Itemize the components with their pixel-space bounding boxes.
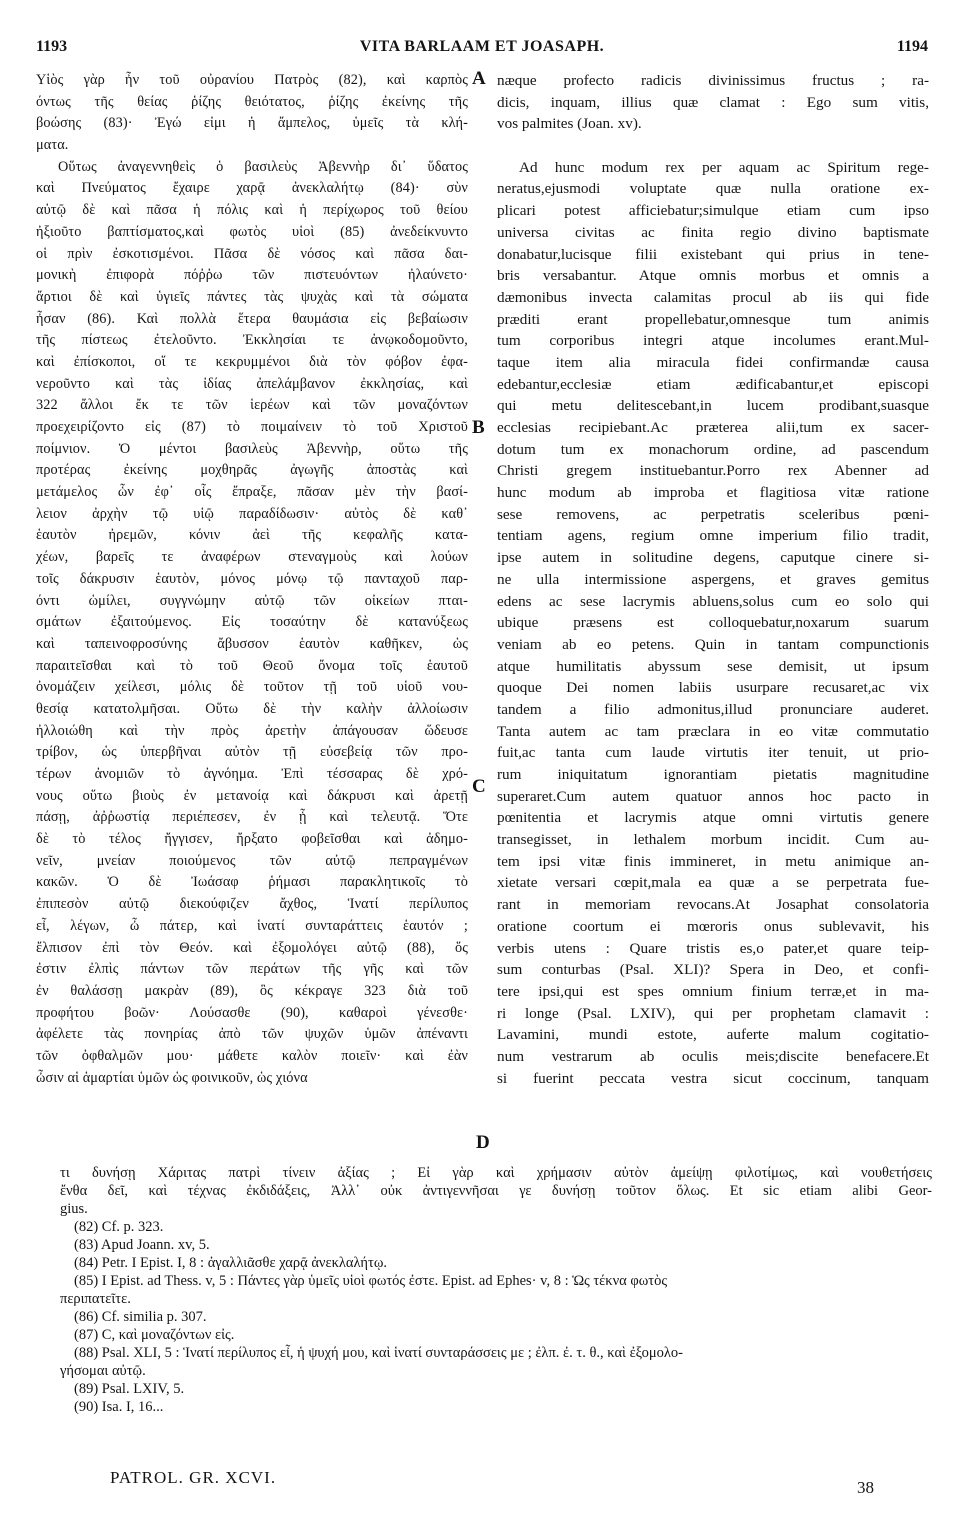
footnote: (82) Cf. p. 323. xyxy=(74,1219,164,1235)
greek-text-line: Υἱὸς γὰρ ἦν τοῦ οὐρανίου Πατρὸς (82), καὶ καρπὸς xyxy=(36,72,468,88)
greek-text-line: ἄρτιοι δὲ καὶ ὑγιεῖς πάντες τὰς ψυχὰς καὶ τὰ σώματα xyxy=(36,288,468,305)
latin-text-line: num vestrarum ab oculis meis;discite benefacere.Et xyxy=(497,1047,929,1065)
latin-text-line: dæmonibus invecta calamitas procul ab iis qui fide xyxy=(497,288,929,306)
latin-text-line: atque humilitatis abyssum sese demisit, ut ipsum xyxy=(497,657,929,675)
latin-text-line: transegisset, in lethalem morbum incidit. Cum au- xyxy=(497,831,929,849)
greek-text-line: καὶ Πνεύματος ἔχαιρε χαρᾷ ἀνεκλαλήτῳ (84)· σὺν xyxy=(36,180,468,197)
footnote: (89) Psal. LXIV, 5. xyxy=(74,1381,185,1397)
greek-text-line: 322 ἄλλοι ἔκ τε τῶν ἱερέων καὶ τῶν μοναζόντων xyxy=(36,397,468,414)
greek-text-line: ἑαυτὸν ἠρεμῶν, κόνιν ἀεὶ τῆς κεφαλῆς κατα- xyxy=(36,527,468,544)
latin-text-line: Tanta autem ac tam præclara in eo vitæ commutatio xyxy=(497,722,929,740)
latin-text-line: ne ulla intermissione aspergens, et graves gemitus xyxy=(497,570,929,588)
latin-text-line: hunc modum ab improba et flagitiosa vitæ ratione xyxy=(497,484,929,502)
latin-text-line: dotum tum ex monachorum ordine, ad pascendum xyxy=(497,440,929,458)
latin-text-line: ecclesias recipiebant.Ac præterea alii,tum ex sacer- xyxy=(497,419,929,436)
latin-text-line: xietate versari cœpit,mala ea quæ a se perpetrata fue- xyxy=(497,874,929,892)
greek-text-line: ἦσαν (86). Καὶ πολλὰ ἕτερα θαυμάσια εἰς βεβαίωσιν xyxy=(36,310,468,327)
greek-text-line: τέρων ἀνομιῶν τὸ ἀγνόημα. Ἐπὶ τέσσαρας δὲ χρό- xyxy=(36,766,468,782)
running-title: VITA BARLAAM ET JOASAPH. xyxy=(359,38,605,55)
latin-text-line: tandem a filio admonitus,illud pronunciare auderet. xyxy=(497,700,929,718)
greek-text-line: αὐτῷ δὲ καὶ πᾶσα ἡ πόλις καὶ ἡ περίχωρος τοῦ θείου xyxy=(36,202,468,219)
latin-text-line: superaret.Cum autem quatuor annos hoc pacto in xyxy=(497,787,929,805)
latin-text-line: ri longe (Psal. LXIV), qui per prophetam clamavit : xyxy=(497,1004,929,1022)
latin-text-line: edens ac sese lacrymis abluens,solus cum eo solo qui xyxy=(497,592,929,610)
greek-text-line: καὶ ἐπίσκοποι, οἵ τε κεκρυμμένοι διὰ τὸν φόβον ἐφα- xyxy=(36,353,468,370)
greek-text-line: ὀνομάζειν χείλεσι, μόλις δὲ τοῦτον τῇ τοῦ υἱοῦ νου- xyxy=(36,679,468,696)
footnote: περιπατεῖτε. xyxy=(60,1291,131,1307)
greek-text-line: νεῖν, μνείαν ποιούμενος τῶν αὐτῷ πεπραγμένων xyxy=(36,852,468,869)
footnote: γήσομαι αὐτῷ. xyxy=(60,1363,146,1379)
latin-text-line: edebantur,ecclesiæ etiam ædificabantur,et episcopi xyxy=(497,375,929,393)
footnotes-section xyxy=(60,1164,932,1416)
latin-text-line xyxy=(497,135,929,157)
latin-text-line: næque profecto radicis divinissimus fructus ; ra- xyxy=(497,72,929,89)
greek-text-line: τῶν ὀφθαλμῶν μου· μάθετε καλὸν ποιεῖν· καὶ ἐὰν xyxy=(36,1047,468,1064)
footnote: (84) Petr. I Epist. I, 8 : ἀγαλλιᾶσθε χαρᾷ ἀνεκλαλήτῳ. xyxy=(74,1255,387,1271)
latin-text-line: ubique præsens est colloquebatur,noxarum suarum xyxy=(497,614,929,632)
latin-text-line: tum corporibus integri atque incolumes erant.Mul- xyxy=(497,332,929,350)
greek-text-line: θεσίᾳ κατατολμῆσαι. Οὕτω δὲ τὴν καλὴν ἀλλοίωσιν xyxy=(36,700,468,717)
latin-text-line: pœnitentia et lacrymis atque omni virtutis genere xyxy=(497,809,929,827)
greek-text-line: όντως τῆς θείας ῥίζης θειότατος, ῥίζης ἐκείνης τῆς xyxy=(36,93,468,110)
latin-text-line: tentiam agens, regium omne imperium filio tradit, xyxy=(497,527,929,545)
greek-text-line: ἐστιν ἐλπὶς πάντων τῶν περάτων τῆς γῆς καὶ τῶν xyxy=(36,961,468,978)
latin-text-line: tere ipsi,qui est spes omnium finium terræ,et in ma- xyxy=(497,982,929,1000)
greek-text-line: ὦσιν αἱ ἁμαρτίαι ὑμῶν ὡς φοινικοῦν, ὡς χιόνα xyxy=(36,1069,308,1086)
greek-text-line: ἐν θαλάσσῃ μακρὰν (89), ὃς κέκραγε 323 διὰ τοῦ xyxy=(36,982,468,999)
latin-column xyxy=(497,70,929,1089)
latin-text-line: Ad hunc modum rex per aquam ac Spiritum rege- xyxy=(519,158,929,176)
greek-text-line: όντι ὡμίλει, συγγνώμην αὐτῷ τῶν οἰκείων πται- xyxy=(36,592,468,609)
margin-letter-c: C xyxy=(472,776,486,797)
volume-signature: PATROL. GR. XCVI. xyxy=(110,1468,277,1487)
greek-text-line: παραιτεῖσθαι καὶ τὸ τοῦ Θεοῦ ὄνομα τοῖς ἑαυτοῦ xyxy=(36,657,468,674)
greek-text-line: χέων, βαρεῖς τε ἀναφέρων στεναγμοὺς καὶ λούων xyxy=(36,549,468,566)
footnote-list xyxy=(60,1218,932,1416)
greek-text-line: ματα. xyxy=(36,137,69,154)
latin-text-line: fuit,ac tanta cum laude virtutis iter tenuit, ut prio- xyxy=(497,744,929,762)
footnote: (87) C, καὶ μοναζόντων εἰς. xyxy=(74,1327,235,1343)
footnote: (85) I Epist. ad Thess. v, 5 : Πάντες γὰρ ὑμεῖς υἱοὶ φωτός ἐστε. Epist. ad Ephes· v, 8 : Ὡς τέκνα φωτὸς xyxy=(74,1273,668,1289)
greek-text-line: ποίμνιον. Ὁ μέντοι βασιλεὺς Ἀβεννὴρ, οὕτω τῆς xyxy=(36,440,468,457)
latin-text-line: dicis, inquam, illius quæ clamat : Ego sum vitis, xyxy=(497,93,929,111)
latin-text-line: Lavamini, mundi estote, auferte malum cogitatio- xyxy=(497,1026,929,1044)
margin-letter-d: D xyxy=(476,1132,490,1153)
latin-text-line: oratione coortum ei mœroris onus sublevavit, his xyxy=(497,917,929,935)
latin-text-line: sese removens, ac perpetratis sceleribus pœni- xyxy=(497,505,929,523)
page-number-left: 1193 xyxy=(36,38,68,55)
greek-text-line: ἀφέλετε τὰς πονηρίας ἀπὸ τῶν ψυχῶν ὑμῶν ἀπέναντι xyxy=(36,1026,468,1043)
note-intro-line: ἔνθα δεῖ, καὶ τέχνας ἐκδιδάξεις, Ἀλλ᾿ οὐκ ἀντιγεννῆσαι γε δυνήσῃ τοῦτον ὅλως. Et sic etiam alibi Geor- xyxy=(60,1183,932,1199)
latin-text-line: veniam ab eo petens. Quin in tantam compunctionis xyxy=(497,635,929,653)
greek-text-line: νους οὕτω βιοὺς ἐν μετανοίᾳ καὶ δάκρυσι καὶ ἀρετῇ xyxy=(36,787,468,804)
greek-text-line: πάσῃ, ἀῤῥωστίᾳ περιέπεσεν, ἐν ᾗ καὶ τελευτᾷ. Ὅτε xyxy=(36,809,468,826)
latin-text-line: quoque Dei nomen labiis usurpare recusaret,ac vix xyxy=(497,679,929,697)
footnote: (90) Isa. I, 16... xyxy=(74,1399,164,1415)
margin-letter-b: B xyxy=(472,417,485,438)
greek-text-line: προφήτου βοῶν· Λούσασθε (90), καθαροὶ γένεσθε· xyxy=(36,1004,468,1021)
latin-text-line: bris versabantur. Atque omnis morbus et omnis a xyxy=(497,267,929,285)
latin-text-line: vos palmites (Joan. xv). xyxy=(497,115,642,133)
latin-text-line: universa civitas ac finita regio divino baptismate xyxy=(497,223,929,241)
latin-text-line: præditi erant propellebatur,omnesque tum animis xyxy=(497,310,929,328)
latin-text-line: taque item alia miracula fidei confirmandæ causa xyxy=(497,353,929,371)
page-header xyxy=(36,38,928,64)
greek-text-line: κακῶν. Ὁ δὲ Ἰωάσαφ ῥήμασι παρακλητικοῖς τὸ xyxy=(36,874,468,891)
greek-text-line: τοῖς δάκρυσιν ἑαυτὸν, μόνος μόνῳ τῷ πανταχοῦ παρ- xyxy=(36,570,468,587)
footnote: (83) Apud Joann. xv, 5. xyxy=(74,1237,210,1253)
latin-text-line: qui metu delitescebant,in lucem prodibant,suasque xyxy=(497,397,929,415)
note-intro-line: gius. xyxy=(60,1201,88,1217)
latin-text-line: si fuerint peccata vestra sicut coccinum, tanquam xyxy=(497,1069,929,1087)
greek-text-line: οἱ πρὶν ἐσκοτισμένοι. Πᾶσα δὲ νόσος καὶ πᾶσα δαι- xyxy=(36,245,468,262)
latin-text-line: plicari potest afficiebatur;simulque etiam cum ipso xyxy=(497,202,929,220)
greek-text-line: νεροῦντο καὶ τὰς ἰδίας ἀπελάμβανον ἐκκλησίας, καὶ xyxy=(36,375,468,392)
latin-text-line: Christi gregem instituebantur.Porro rex Abenner ad xyxy=(497,462,929,480)
latin-text-line: ipse autem in solitudine degens, caputque cinere si- xyxy=(497,549,929,567)
greek-text-line: τῆς πίστεως ἐτελοῦντο. Ἐκκλησίαι τε ἀνῳκοδομοῦντο, xyxy=(36,332,468,349)
signature-number: 38 xyxy=(857,1478,874,1497)
greek-text-line: προτέρας ἐκείνης μοχθηρᾶς ἀγωγῆς ἀποστὰς καὶ xyxy=(36,462,468,479)
latin-text-line: sum conturbas (Psal. XLI)? Spera in Deo, et confi- xyxy=(497,961,929,979)
greek-text-line: καὶ ταπεινοφροσύνης ἄβυσσον ἑαυτὸν καθῆκεν, ὡς xyxy=(36,635,468,652)
greek-text-line: εἶ, λέγων, ὦ πάτερ, καὶ ἱνατί συνταράττεις ἑαυτόν ; xyxy=(36,917,468,934)
greek-text-line: ἠξιοῦτο βαπτίσματος,καὶ φωτὸς υἱοὶ (85) ἀνεδείκνυντο xyxy=(36,223,468,240)
greek-text-line: ἔλπισον ἐπὶ τὸν Θεόν. καὶ ἐξομολόγει αὐτῷ (88), ὅς xyxy=(36,939,468,956)
greek-text-line: ἐπιπεσὸν αὐτῷ διεκούφιζεν ἄχθος, Ἱνατί περίλυπος xyxy=(36,896,468,913)
footnote: (86) Cf. similia p. 307. xyxy=(74,1309,207,1325)
page-number-right: 1194 xyxy=(896,38,928,55)
greek-text-line: δὲ τὸ τέλος ἤγγισεν, ἤρξατο φοβεῖσθαι καὶ ἀδημο- xyxy=(36,831,468,848)
greek-text-line: Οὕτως ἀναγεννηθεὶς ὁ βασιλεὺς Ἀβεννὴρ δι᾿ ὕδατος xyxy=(58,158,468,175)
page-footer xyxy=(110,1468,874,1498)
latin-text-line: tem ipsi vitæ finis immineret, in metu animique an- xyxy=(497,852,929,870)
greek-text-line: μετάμελος ὧν ἐφ᾿ οἷς ἔπραξε, πᾶσαν μὲν τὴν βασί- xyxy=(36,484,468,501)
greek-text-line: λειον ἀρχὴν τῷ υἱῷ παραδίδωσιν· αὐτὸς δὲ καθ᾿ xyxy=(36,505,468,522)
greek-text-line: ἠλλοιώθη καὶ τὴν πρὸς ἀρετὴν ἀπάγουσαν ὥδευσε xyxy=(36,722,468,739)
greek-column xyxy=(36,70,468,1089)
latin-text-line: rum iniquitatum ignorantiam pietatis magnitudine xyxy=(497,766,929,783)
margin-letter-a: A xyxy=(472,68,486,89)
latin-text-line: rant in memoriam revocans.At Josaphat consolatoria xyxy=(497,896,929,914)
greek-text-line: προεχειρίζοντο εἰς (87) τὸ ποιμαίνειν τὸ τοῦ Χριστοῦ xyxy=(36,419,468,435)
greek-text-line: τρίβον, ὡς ὑπερβῆναι αὐτὸν τῇ εὐσεβείᾳ τῶν προ- xyxy=(36,744,468,761)
latin-text-line: neratus,ejusmodi voluptate quæ nulla oratione ex- xyxy=(497,180,929,198)
note-intro-line: τι δυνήσῃ Χάριτας πατρὶ τίνειν ἀξίας ; Εἰ γὰρ καὶ χρήμασιν αὐτὸν ἀμείψῃ φιλοτίμως, καὶ νουθετήσεις xyxy=(60,1165,932,1181)
greek-text-line: βοώσης (83)· Ἐγώ εἰμι ἡ ἄμπελος, ὑμεῖς τὰ κλή- xyxy=(36,115,468,132)
greek-text-line: σμάτων ἐξαιτούμενος. Εἰς τοσαύτην δὲ κατανύξεως xyxy=(36,614,468,631)
greek-text-line: μονικὴ ἐπιφορὰ πόῤῥω τῶν πιστευόντων ἠλαύνετο· xyxy=(36,267,468,284)
footnote: (88) Psal. XLI, 5 : Ἱνατί περίλυπος εἶ, ἡ ψυχή μου, καὶ ἱνατί συνταράσσεις με ; ἐλπ. ἐ. τ. θ., καὶ ἐξομολο- xyxy=(74,1345,683,1361)
note-intro xyxy=(60,1164,932,1218)
latin-text-line: verbis utens : Quare tristis es,o pater,et quare teip- xyxy=(497,939,929,957)
latin-text-line: donabatur,lucisque filii existebant qui prius in tene- xyxy=(497,245,929,263)
